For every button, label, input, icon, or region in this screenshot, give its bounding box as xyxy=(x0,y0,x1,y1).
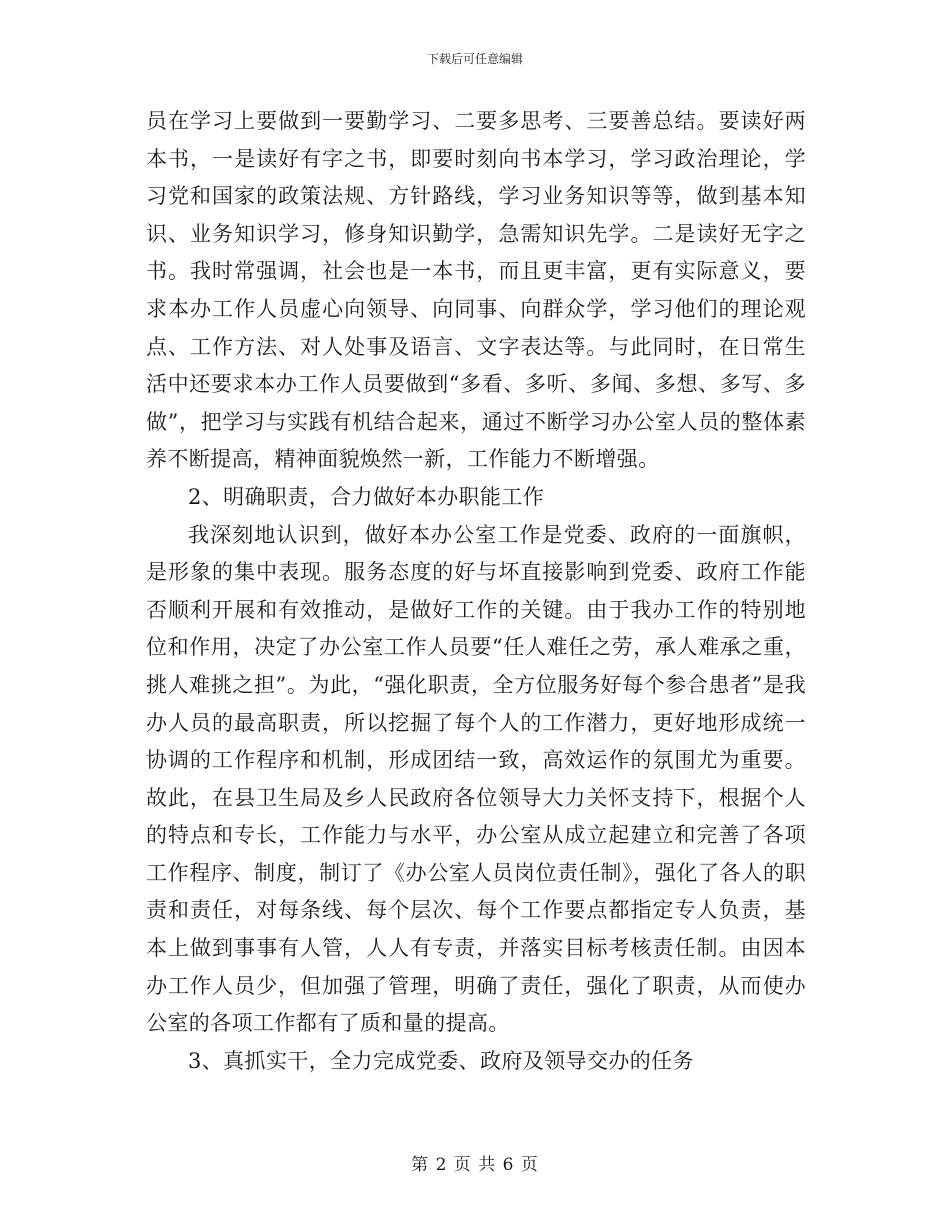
section-heading-2: 2、明确职责，合力做好本办职能工作 xyxy=(188,484,545,509)
paragraph-duties: 我深刻地认识到，做好本办公室工作是党委、政府的一面旗帜，是形象的集中表现。服务态度的好与坏直接影响到党委、政府工作能否顺利开展和有效推动，是做好工作的关键。由于我办工作的特别地位和作用，决定了办公室工作人员要“任人难任之劳，承人难承之重，挑人难挑之担”。为此，“强化职责，全方位服务好每个参合患者”是我办人员的最高职责，所以挖掘了每个人的工作潜力，更好地形成统一协调的工作程序和机制，形成团结一致，高效运作的氛围尤为重要。故此，在县卫生局及乡人民政府各位领导大力关怀支持下，根据个人的特点和专长，工作能力与水平，办公室从成立起建立和完善了各项工作程序、制度，制订了《办公室人员岗位责任制》，强化了各人的职责和责任，对每条线、每个层次、每个工作要点都指定专人负责，基本上做到事事有人管，人人有专责，并落实目标考核责任制。由因本办工作人员少，但加强了管理，明确了责任，强化了职责，从而使办公室的各项工作都有了质和量的提高。 xyxy=(146,522,806,1036)
paragraph-study: 员在学习上要做到一要勤学习、二要多思考、三要善总结。要读好两本书，一是读好有字之书，即要时刻向书本学习，学习政治理论，学习党和国家的政策法规、方针路线，学习业务知识等等，做到基本知识、业务知识学习，修身知识勤学，急需知识先学。二是读好无字之书。我时常强调，社会也是一本书，而且更丰富，更有实际意义，要求本办工作人员虚心向领导、向同事、向群众学，学习他们的理论观点、工作方法、对人处事及语言、文字表达等。与此同时，在日常生活中还要求本办工作人员要做到“多看、多听、多闻、多想、多写、多做”，把学习与实践有机结合起来，通过不断学习办公室人员的整体素养不断提高，精神面貌焕然一新，工作能力不断增强。 xyxy=(146,109,806,472)
section-heading-3: 3、真抓实干，全力完成党委、政府及领导交办的任务 xyxy=(188,1048,694,1073)
page-header: 下载后可任意编辑 xyxy=(426,52,523,66)
page-number: 第 2 页 共 6 页 xyxy=(411,1155,539,1175)
document-body xyxy=(146,103,806,1080)
